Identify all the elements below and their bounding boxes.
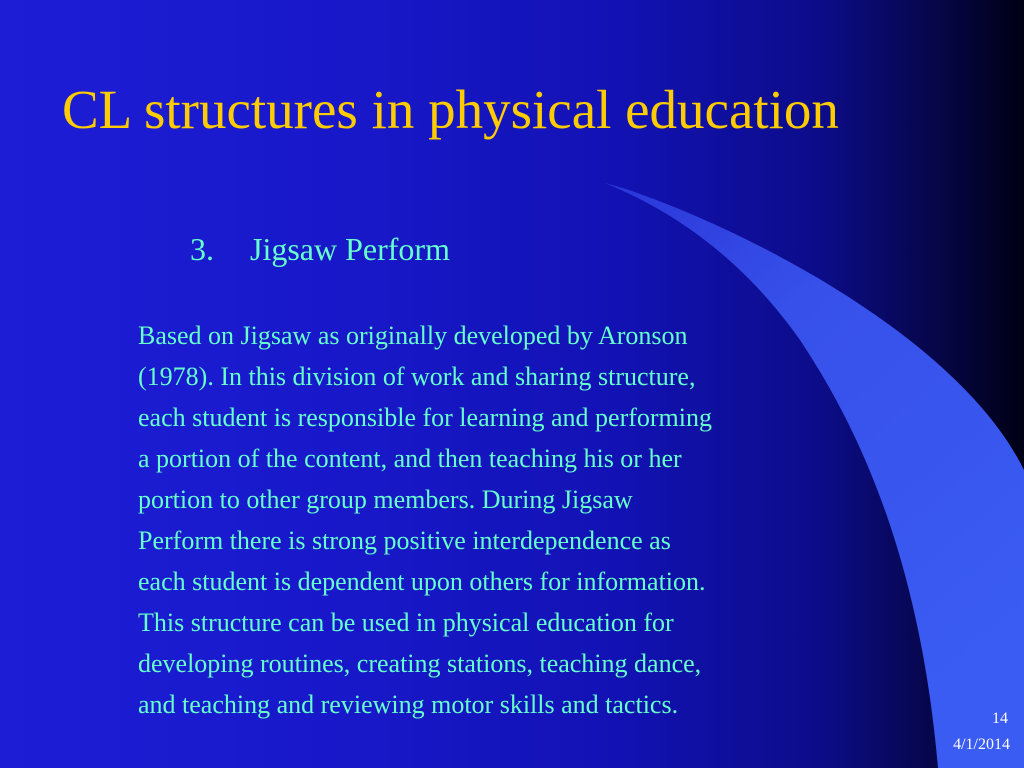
- body-paragraph: [138, 315, 908, 725]
- body-line: each student is responsible for learning and performing: [138, 403, 712, 432]
- body-line: This structure can be used in physical education for: [138, 608, 674, 637]
- body-line: each student is dependent upon others for information.: [138, 567, 706, 596]
- list-item-title: Jigsaw Perform: [250, 231, 450, 267]
- body-line: and teaching and reviewing motor skills and tactics.: [138, 690, 679, 719]
- list-item-heading: [190, 233, 450, 265]
- slide-page-number: 14: [992, 710, 1008, 727]
- slide-date: 4/1/2014: [953, 736, 1010, 753]
- body-line: portion to other group members. During Jigsaw: [138, 485, 633, 514]
- body-line: (1978). In this division of work and sharing structure,: [138, 362, 696, 391]
- body-line: a portion of the content, and then teaching his or her: [138, 444, 682, 473]
- slide-title: CL structures in physical education: [62, 79, 839, 140]
- list-item-number: 3.: [190, 231, 214, 267]
- body-line: Perform there is strong positive interdependence as: [138, 526, 671, 555]
- body-line: Based on Jigsaw as originally developed by Aronson: [138, 321, 688, 350]
- body-line: developing routines, creating stations, teaching dance,: [138, 649, 702, 678]
